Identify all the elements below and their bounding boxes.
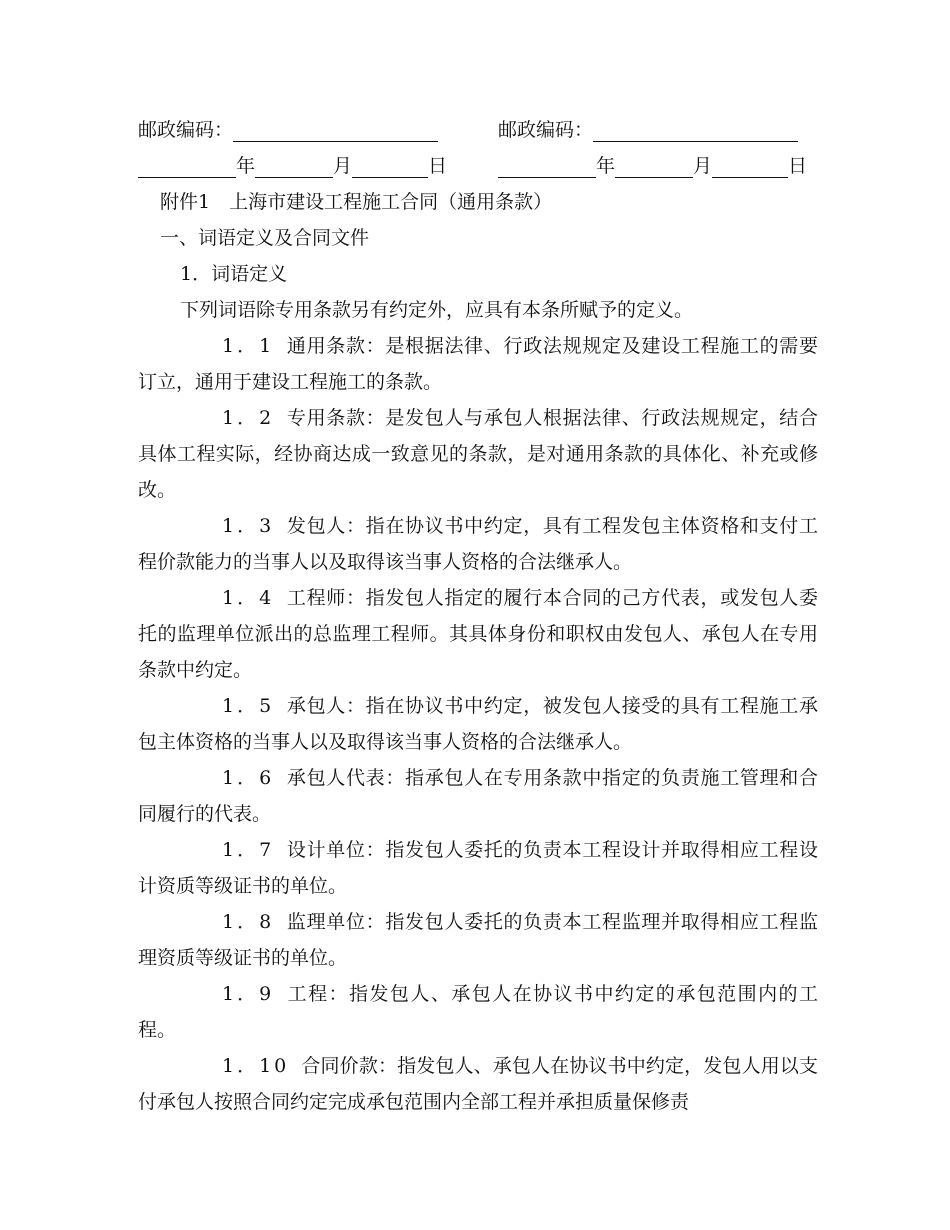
document-page bbox=[138, 112, 818, 1120]
attachment-title: 附件1 上海市建设工程施工合同（通用条款） bbox=[160, 191, 553, 213]
clause-paragraph bbox=[138, 976, 818, 1048]
clause-text: 承包人：指在协议书中约定，被发包人接受的具有工程施工承包主体资格的当事人以及取得该当事人资格的合法继承人。 bbox=[138, 695, 818, 753]
subsection-heading: 1．词语定义 bbox=[180, 263, 288, 285]
clause-number: 1．2 bbox=[222, 407, 275, 429]
clause-number: 1．9 bbox=[222, 983, 275, 1005]
clause-paragraph bbox=[138, 904, 818, 976]
clause-number: 1．5 bbox=[222, 695, 275, 717]
clause-paragraph bbox=[138, 760, 818, 832]
clause-paragraph bbox=[138, 580, 818, 688]
day-blank bbox=[712, 152, 788, 178]
postal-code-blank bbox=[593, 116, 798, 142]
postal-code-row bbox=[138, 112, 818, 148]
clause-text: 设计单位：指发包人委托的负责本工程设计并取得相应工程设计资质等级证书的单位。 bbox=[138, 839, 818, 897]
month-label: 月 bbox=[333, 155, 353, 177]
year-label: 年 bbox=[596, 155, 616, 177]
day-label: 日 bbox=[788, 155, 808, 177]
clause-text: 监理单位：指发包人委托的负责本工程监理并取得相应工程监理资质等级证书的单位。 bbox=[138, 911, 818, 969]
clause-text: 通用条款：是根据法律、行政法规规定及建设工程施工的需要订立，通用于建设工程施工的条款。 bbox=[138, 335, 818, 393]
clause-text: 发包人：指在协议书中约定，具有工程发包主体资格和支付工程价款能力的当事人以及取得该当事人资格的合法继承人。 bbox=[138, 515, 818, 573]
clause-paragraph bbox=[138, 400, 818, 508]
month-blank bbox=[255, 152, 333, 178]
day-label: 日 bbox=[428, 155, 448, 177]
day-blank bbox=[352, 152, 428, 178]
clause-number: 1．7 bbox=[222, 839, 275, 861]
month-blank bbox=[615, 152, 693, 178]
postal-code-label: 邮政编码： bbox=[498, 119, 594, 141]
clause-text: 合同价款：指发包人、承包人在协议书中约定，发包人用以支付承包人按照合同约定完成承包范围内全部工程并承担质量保修责 bbox=[138, 1055, 818, 1113]
date-right bbox=[498, 148, 807, 184]
clause-text: 工程师：指发包人指定的履行本合同的己方代表，或发包人委托的监理单位派出的总监理工程师。其具体身份和职权由发包人、承包人在专用条款中约定。 bbox=[138, 587, 818, 681]
section-heading: 一、词语定义及合同文件 bbox=[160, 227, 370, 249]
clause-paragraph bbox=[138, 1048, 818, 1120]
clause-number: 1．1 bbox=[222, 335, 275, 357]
date-row bbox=[138, 148, 818, 184]
clause-text: 承包人代表：指承包人在专用条款中指定的负责施工管理和合同履行的代表。 bbox=[138, 767, 818, 825]
year-blank bbox=[498, 152, 596, 178]
clause-text: 专用条款：是发包人与承包人根据法律、行政法规规定，结合具体工程实际，经协商达成一致意见的条款，是对通用条款的具体化、补充或修改。 bbox=[138, 407, 818, 501]
intro-paragraph: 下列词语除专用条款另有约定外，应具有本条所赋予的定义。 bbox=[180, 299, 694, 321]
clause-number: 1．4 bbox=[222, 587, 275, 609]
date-left bbox=[138, 148, 447, 184]
postal-code-blank bbox=[233, 116, 438, 142]
clause-paragraph bbox=[138, 508, 818, 580]
clause-paragraph bbox=[138, 832, 818, 904]
year-blank bbox=[138, 152, 236, 178]
clause-paragraph bbox=[138, 688, 818, 760]
clause-number: 1．8 bbox=[222, 911, 275, 933]
clause-number: 1．3 bbox=[222, 515, 275, 537]
clause-paragraph bbox=[138, 328, 818, 400]
clause-number: 1．6 bbox=[222, 767, 275, 789]
clause-text: 工程：指发包人、承包人在协议书中约定的承包范围内的工程。 bbox=[138, 983, 818, 1041]
postal-code-label: 邮政编码： bbox=[138, 119, 234, 141]
postal-code-right bbox=[498, 112, 798, 148]
month-label: 月 bbox=[693, 155, 713, 177]
year-label: 年 bbox=[236, 155, 256, 177]
postal-code-left bbox=[138, 112, 438, 148]
clause-number: 1．10 bbox=[222, 1055, 290, 1077]
